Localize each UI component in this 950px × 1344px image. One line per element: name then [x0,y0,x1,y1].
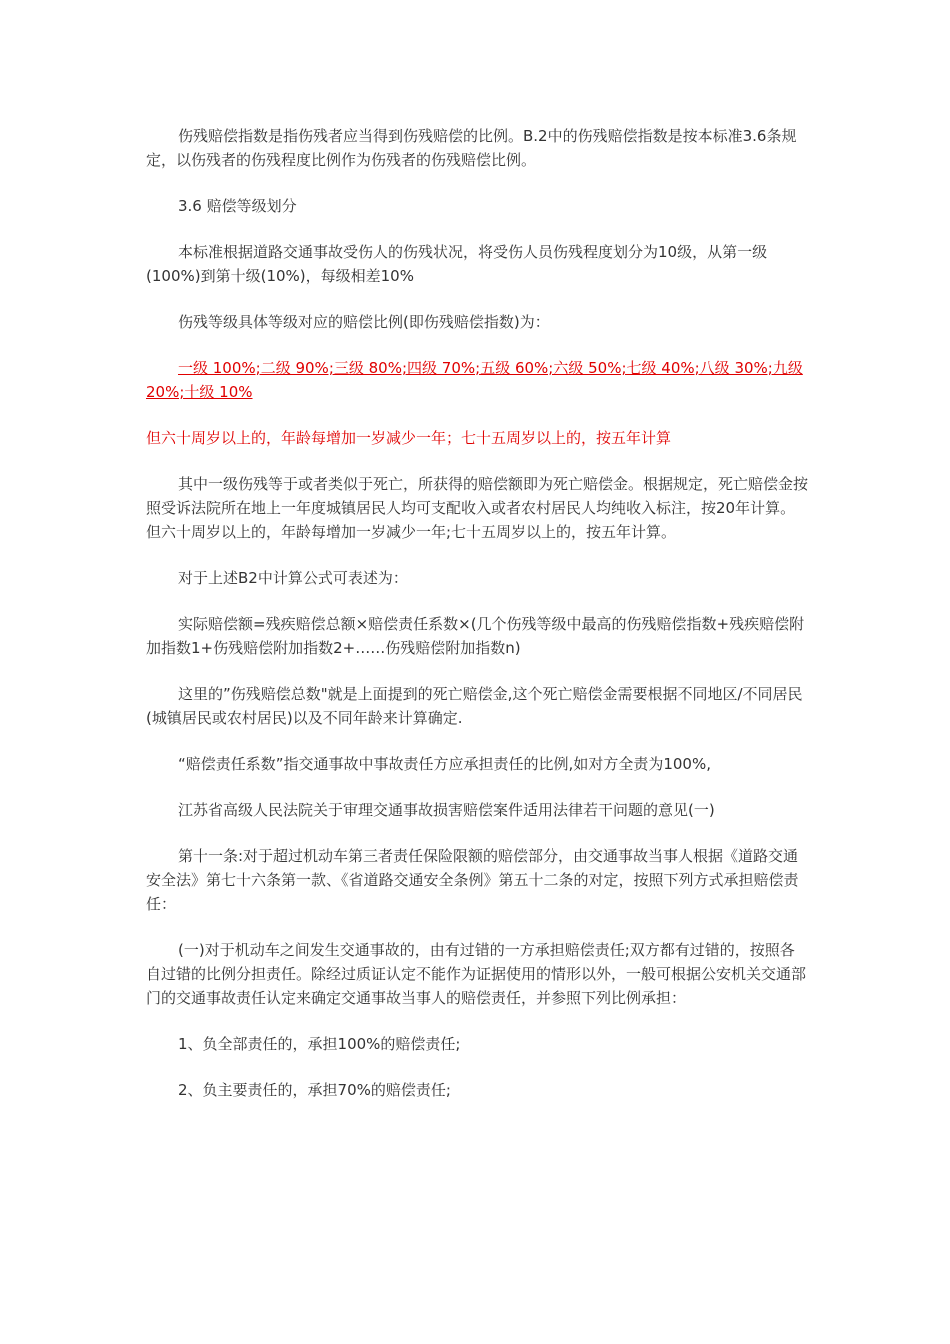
paragraph-death-compensation: 其中一级伤残等于或者类似于死亡，所获得的赔偿额即为死亡赔偿金。根据规定，死亡赔偿金按照受诉法院所在地上一年度城镇居民人均可支配收入或者农村居民人均纯收入标注，按20年计算。但六十周岁以上的，年龄每增加一岁减少一年;七十五周岁以上的，按五年计算。 [146,475,809,541]
paragraph-formula: 实际赔偿额=残疾赔偿总额×赔偿责任系数×(几个伤残等级中最高的伤残赔偿指数+残疾赔偿附加指数1+伤残赔偿附加指数2+……伤残赔偿附加指数n) [146,615,805,657]
section-heading-3-6: 3.6 赔偿等级划分 [178,197,297,215]
paragraph-vehicle-accidents: (一)对于机动车之间发生交通事故的，由有过错的一方承担赔偿责任;双方都有过错的，按照各自过错的比例分担责任。除经过质证认定不能作为证据使用的情形以外，一般可根据公安机关交通部门的交通事故责任认定来确定交通事故当事人的赔偿责任，并参照下列比例承担： [146,941,807,1007]
list-item-full-liability: 1、负全部责任的，承担100%的赔偿责任; [178,1035,461,1053]
paragraph-formula-intro: 对于上述B2中计算公式可表述为： [178,569,408,587]
paragraph-jiangsu-opinion-title: 江苏省高级人民法院关于审理交通事故损害赔偿案件适用法律若干问题的意见(一) [178,801,715,819]
paragraph-disability-levels: 本标准根据道路交通事故受伤人的伤残状况，将受伤人员伤残程度划分为10级，从第一级(100%)到第十级(10%)，每级相差10% [146,243,768,285]
paragraph-total-explanation: 这里的”伤残赔偿总数"就是上面提到的死亡赔偿金,这个死亡赔偿金需要根据不同地区/不同居民(城镇居民或农村居民)以及不同年龄来计算确定. [146,685,803,727]
paragraph-age-reduction-note: 但六十周岁以上的，年龄每增加一岁减少一年；七十五周岁以上的，按五年计算 [146,429,672,447]
list-item-main-liability: 2、负主要责任的，承担70%的赔偿责任; [178,1081,451,1099]
paragraph-level-ratio-list: 一级 100%;二级 90%;三级 80%;四级 70%;五级 60%;六级 50%;七级 40%;八级 30%;九级 20%;十级 10% [146,359,803,401]
document-body [146,124,808,1124]
paragraph-level-ratio-intro: 伤残等级具体等级对应的赔偿比例(即伤残赔偿指数)为： [178,313,550,331]
paragraph-disability-index-definition: 伤残赔偿指数是指伤残者应当得到伤残赔偿的比例。B.2中的伤残赔偿指数是按本标准3.6条规定，以伤残者的伤残程度比例作为伤残者的伤残赔偿比例。 [146,127,797,169]
paragraph-article-11: 第十一条:对于超过机动车第三者责任保险限额的赔偿部分，由交通事故当事人根据《道路交通安全法》第七十六条第一款、《省道路交通安全条例》第五十二条的对定，按照下列方式承担赔偿责任： [146,847,799,913]
paragraph-liability-coefficient: “赔偿责任系数”指交通事故中事故责任方应承担责任的比例,如对方全责为100%, [178,755,711,773]
